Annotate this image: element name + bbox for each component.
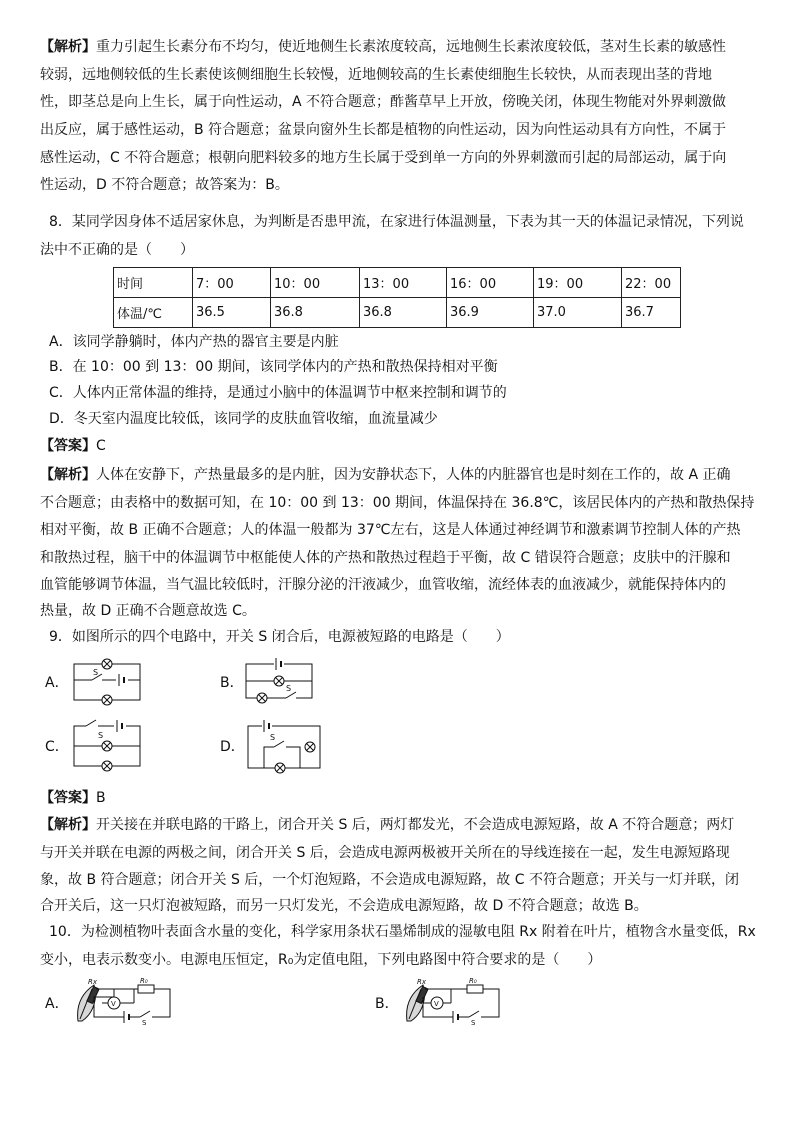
q9-circuit-b xyxy=(244,656,316,706)
q8-analysis-line: 和散热过程，脑干中的体温调节中枢能使人体的产热和散热过程趋于平衡，故 C 错误符合题意；皮肤中的汗腺和 xyxy=(40,550,731,566)
switch-label: S xyxy=(286,684,292,693)
q8-stem: 8．某同学因身体不适居家休息，为判断是否患甲流，在家进行体温测量，下表为其一天的体温记录情况，下列说 xyxy=(49,214,744,230)
switch-label: S xyxy=(142,1019,147,1027)
table-cell: 7：00 xyxy=(193,268,271,298)
q9-label-d: D． xyxy=(220,739,245,755)
q10-stem: 10．为检测植物叶表面含水量的变化，科学家用条状石墨烯制成的湿敏电阻 Rx 附着在叶片，植物含水量变低，Rx xyxy=(49,924,756,940)
q8-option-a: A．该同学静躺时，体内产热的器官主要是内脏 xyxy=(49,334,339,350)
q8-option-b: B．在 10：00 到 13：00 期间，该同学体内的产热和散热保持相对平衡 xyxy=(49,359,498,375)
section-marker: 【答案】 xyxy=(40,438,96,454)
q8-analysis-line: 血管能够调节体温，当气温比较低时，汗腺分泌的汗液减少，血管收缩，流经体表的血液减少，就能保持体内的 xyxy=(40,577,726,593)
section-marker: 【解析】 xyxy=(40,467,96,483)
table-cell: 22：00 xyxy=(622,268,681,298)
r0-label: R₀ xyxy=(140,977,148,985)
table-cell: 36.9 xyxy=(447,298,534,328)
q7-analysis-line: 感性运动，C 不符合题意；根朝向肥料较多的地方生长属于受到单一方向的外界刺激而引起的局部运动，属于向 xyxy=(40,150,727,166)
q9-stem: 9．如图所示的四个电路中，开关 S 闭合后，电源被短路的电路是（ ） xyxy=(49,629,510,645)
q9-label-b: B． xyxy=(220,675,244,691)
voltmeter-label: V xyxy=(111,1000,116,1008)
table-cell: 36.8 xyxy=(360,298,447,328)
table-cell: 36.5 xyxy=(193,298,271,328)
section-marker: 【解析】 xyxy=(40,817,96,833)
switch-label: S xyxy=(98,731,104,740)
q9-analysis-line: 象，故 B 符合题意；闭合开关 S 后，一个灯泡短路，不会造成电源短路，故 C 不符合题意；开关与一灯并联，闭 xyxy=(40,872,739,888)
rx-label: Rx xyxy=(88,978,98,986)
q8-analysis-line: 【解析】人体在安静下，产热量最多的是内脏，因为安静状态下，人体的内脏器官也是时刻在工作的，故 A 正确 xyxy=(40,467,731,483)
section-marker: 【答案】 xyxy=(40,790,96,806)
table-cell: 37.0 xyxy=(534,298,622,328)
table-cell: 10：00 xyxy=(271,268,360,298)
q8-option-d: D．冬天室内温度比较低，该同学的皮肤血管收缩，血流量减少 xyxy=(49,411,438,427)
switch-label: S xyxy=(93,668,99,677)
temperature-table xyxy=(113,267,681,328)
switch-label: S xyxy=(471,1019,476,1027)
q10-circuit-a xyxy=(74,975,174,1027)
rx-label: Rx xyxy=(417,978,427,986)
q7-analysis-line: 【解析】重力引起生长素分布不均匀，使近地侧生长素浓度较高，远地侧生长素浓度较低，茎对生长素的敏感性 xyxy=(40,39,726,55)
switch-label: S xyxy=(270,733,276,742)
q10-stem: 变小，电表示数变小。电源电压恒定，R₀为定值电阻，下列电路图中符合要求的是（ ） xyxy=(40,952,602,968)
table-row xyxy=(114,268,681,298)
q9-analysis-line: 与开关并联在电源的两极之间，闭合开关 S 后，会造成电源两极被开关所在的导线连接在一起，发生电源短路现 xyxy=(40,845,730,861)
q8-analysis-line: 相对平衡，故 B 正确不合题意；人的体温一般都为 37℃左右，这是人体通过神经调节和激素调节控制人体的产热 xyxy=(40,522,741,538)
table-cell: 36.8 xyxy=(271,298,360,328)
q10-label-a: A． xyxy=(45,996,69,1012)
q7-analysis-line: 性，即茎总是向上生长，属于向性运动，A 不符合题意；酢酱草早上开放，傍晚关闭，体现生物能对外界刺激做 xyxy=(40,94,727,110)
q7-analysis-line: 较弱，远地侧较低的生长素使该侧细胞生长较慢，近地侧较高的生长素使细胞生长较快，从而表现出茎的背地 xyxy=(40,67,712,83)
q9-circuit-a xyxy=(72,654,144,706)
q8-analysis-line: 热量，故 D 正确不合题意故选 C。 xyxy=(40,603,256,619)
q7-analysis-line: 性运动，D 不符合题意；故答案为：B。 xyxy=(40,177,289,193)
q9-circuit-c xyxy=(72,716,144,772)
q9-analysis-line: 合开关后，这一只灯泡被短路，而另一只灯发光，不会造成电源短路，故 D 不符合题意；故选 B。 xyxy=(40,898,648,914)
table-cell: 体温/℃ xyxy=(114,298,193,328)
q7-analysis-line: 出反应，属于感性运动，B 符合题意；盆景向窗外生长都是植物的向性运动，因为向性运动具有方向性，不属于 xyxy=(40,122,727,138)
q9-label-a: A． xyxy=(45,675,69,691)
q8-answer: 【答案】C xyxy=(40,438,106,454)
table-cell: 19：00 xyxy=(534,268,622,298)
q9-label-c: C． xyxy=(45,739,69,755)
q9-circuit-d xyxy=(244,722,324,774)
voltmeter-label: V xyxy=(434,1000,439,1008)
table-cell: 时间 xyxy=(114,268,193,298)
q10-circuit-b xyxy=(403,975,503,1027)
q10-label-b: B． xyxy=(375,996,399,1012)
q8-analysis-line: 不合题意；由表格中的数据可知，在 10：00 到 13：00 期间，体温保持在 36.8℃，该居民体内的产热和散热保持 xyxy=(40,495,755,511)
r0-label: R₀ xyxy=(469,977,477,985)
q9-analysis-line: 【解析】开关接在并联电路的干路上，闭合开关 S 后，两灯都发光，不会造成电源短路，故 A 不符合题意；两灯 xyxy=(40,817,735,833)
q8-option-c: C．人体内正常体温的维持，是通过小脑中的体温调节中枢来控制和调节的 xyxy=(49,385,507,401)
table-cell: 13：00 xyxy=(360,268,447,298)
table-cell: 16：00 xyxy=(447,268,534,298)
q9-answer: 【答案】B xyxy=(40,790,106,806)
table-cell: 36.7 xyxy=(622,298,681,328)
table-row xyxy=(114,298,681,328)
section-marker: 【解析】 xyxy=(40,39,96,55)
q8-stem: 法中不正确的是（ ） xyxy=(40,242,194,258)
